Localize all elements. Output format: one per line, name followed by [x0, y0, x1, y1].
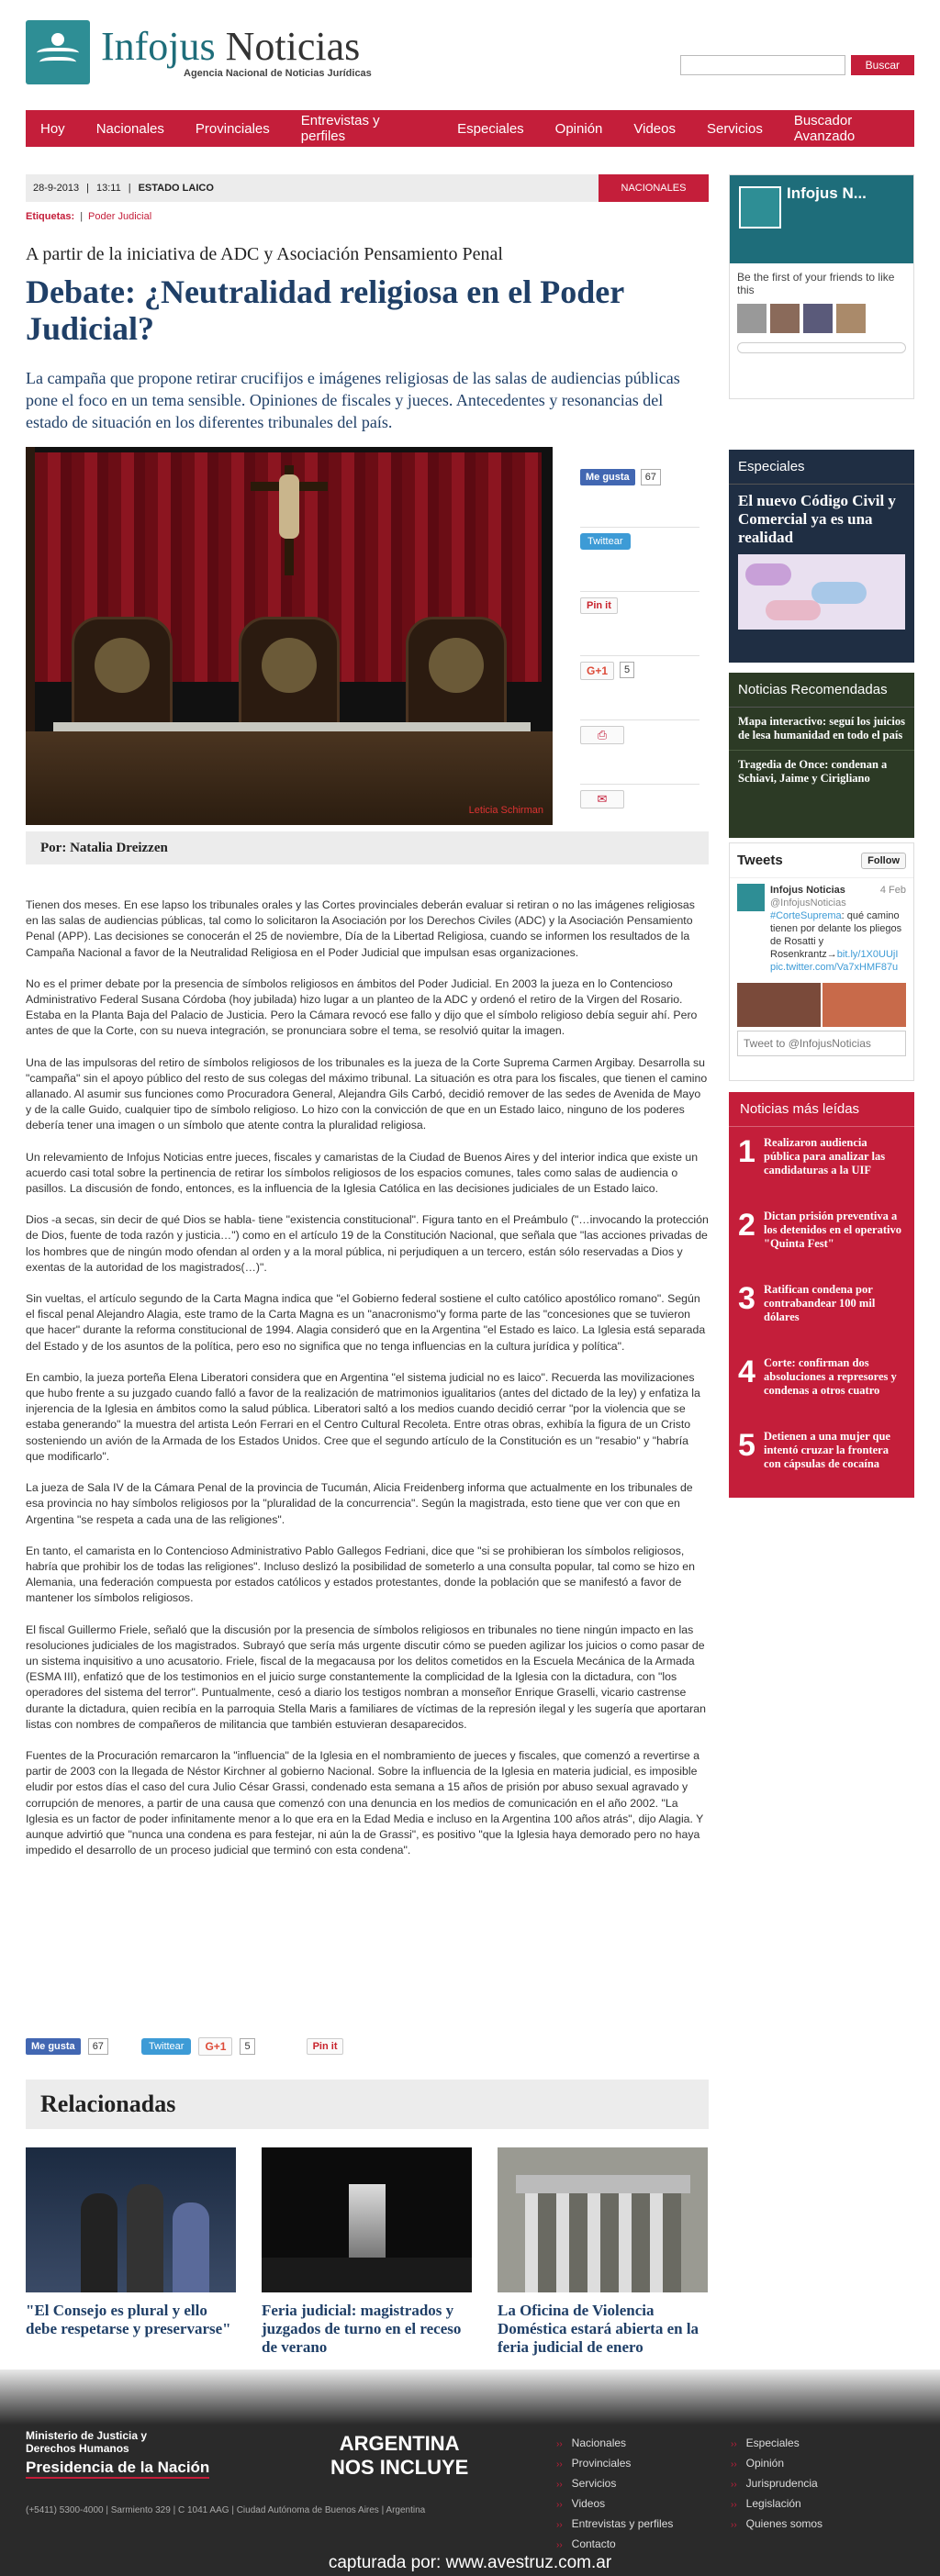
facebook-friend-faces [730, 304, 913, 333]
email-icon[interactable]: ✉ [580, 790, 624, 808]
related-title: La Oficina de Violencia Doméstica estará abierta en la feria judicial de enero [498, 2302, 699, 2356]
print-icon[interactable]: ⎙ [580, 726, 624, 744]
facebook-page-widget [729, 174, 914, 399]
paragraph: Dios -a secas, sin decir de qué Dios se habla- tiene "existencia constitucional". Figura tanto en el Preámbulo ("…invocando la protección de Dios, fuente de toda razón y justicia…") como en el artículo 19 de la Constitución Nacional, que señala que "las acciones privadas de los hombres que de ningún modo ofendan al orden y a la moral pública, ni perjudiquen a un tercero, están sólo reservadas a Dios y exentas de la autoridad de los magistrados(…)". [26, 1213, 709, 1274]
nav-item-entrevistas[interactable]: Entrevistas y perfiles [300, 113, 380, 144]
facebook-like-button[interactable]: Me gusta [580, 469, 635, 485]
most-read-title: Dictan prisión preventiva a los detenidos en el operativo "Quinta Fest" [764, 1210, 901, 1250]
google-plus-count-bottom: 5 [240, 2038, 254, 2055]
most-read-item[interactable] [729, 1127, 914, 1200]
footer-link[interactable]: ›› Entrevistas y perfiles [556, 2515, 673, 2535]
tweet [730, 878, 913, 979]
especiales-widget [729, 450, 914, 663]
ministry-name[interactable]: Ministerio de Justicia y Derechos Humanos [26, 2429, 148, 2455]
nav-item-opinion[interactable]: Opinión [554, 120, 603, 137]
most-read-item[interactable] [729, 1421, 914, 1494]
google-plus-button[interactable]: G+1 [580, 662, 614, 680]
main-nav [26, 110, 914, 147]
tweet-hashtag[interactable]: #CorteSuprema [770, 910, 842, 921]
tweet-compose-input[interactable]: Tweet to @InfojusNoticias [737, 1031, 906, 1056]
article-date: 28-9-2013 [33, 183, 80, 194]
open-book-icon [26, 20, 90, 84]
article-body [26, 898, 709, 1874]
article-tags: Etiquetas: | Poder Judicial [26, 211, 152, 222]
most-read-title: Realizaron audiencia pública para analizar las candidaturas a la UIF [764, 1136, 886, 1176]
logo-subtitle: Agencia Nacional de Noticias Jurídicas [184, 68, 372, 79]
tweet-link[interactable]: bit.ly/1X0UUjI pic.twitter.com/Va7xHMF87u [770, 949, 899, 973]
article-topic: ESTADO LAICO [138, 183, 214, 194]
tags-label: Etiquetas: [26, 211, 75, 222]
nav-item-servicios[interactable]: Servicios [706, 120, 763, 137]
twitter-share-button[interactable]: Twittear [580, 533, 631, 550]
article-time: 13:11 [96, 183, 121, 194]
recommended-heading: Noticias Recomendadas [729, 673, 914, 708]
share-bar-bottom [26, 2037, 343, 2056]
nav-item-provinciales[interactable]: Provinciales [195, 120, 270, 137]
facebook-like-button-bottom[interactable]: Me gusta [26, 2038, 81, 2055]
nav-item-especiales[interactable]: Especiales [457, 120, 524, 137]
paragraph: Tienen dos meses. En ese lapso los tribunales orales y las Cortes provinciales deberán evaluar si retiran o no las imágenes religiosas en las salas de audiencias públicas, tal como lo solicitaron la Asociación por los Derechos Civiles (ADC) y la Asociación Pensamiento Penal (APP). Las decisiones se conocerán el 25 de noviembre, Día de la Libertad Religiosa, cuando se informen los resultados de la Campaña Nacional a favor de la Neutralidad Religiosa en el Poder Judicial que impulsan esas organizaciones. [26, 898, 695, 959]
facebook-cover [730, 175, 913, 263]
tweet-avatar [737, 884, 765, 911]
most-read-item[interactable] [729, 1347, 914, 1421]
twitter-widget [729, 842, 914, 1081]
paragraph: En cambio, la jueza porteña Elena Liberatori considera que en Argentina "el sistema judicial no es laico". Recuerda las movilizaciones que hubo frente a su juzgado cuando falló a favor de la realización de matrimonios igualitarios (antes del dictado de la ley) y enfatiza la injerencia de la Iglesia en ámbitos como la salud pública. Liberatori saltó a los medios cuando decidió cerrar "por la violencia que se estaba generando" la muestra del artista León Ferrari en el Centro Cultural Recoleta. Entre otras obras, exhibía la figura de un Cristo sosteniendo un avión de la Armada de los Estados Unidos. Cree que el segundo artículo de la Constitución es un "resabio" y "habría que modificarlo". [26, 1370, 700, 1463]
most-read-widget [729, 1092, 914, 1498]
footer-link[interactable]: ›› Videos [556, 2494, 673, 2515]
paragraph: En tanto, el camarista en lo Contencioso Administrativo Pablo Gallegos Fedriani, dice que "si se prohibieran los símbolos religiosos, habría que prohibir los de todas las religiones". Incluso deslizó la posibilidad de someterlo a una consulta popular, tal como se hizo en Alemania, una federación compuesta por estados católicos y estados protestantes, donde la población que se manifestó a favor de mantener los símbolos religiosos. [26, 1544, 695, 1605]
footer-link[interactable]: ›› Nacionales [556, 2434, 673, 2454]
related-list [26, 2147, 709, 2357]
footer-address: (+5411) 5300-4000 | Sarmiento 329 | C 1041 AAG | Ciudad Autónoma de Buenos Aires | Argentina [26, 2505, 426, 2515]
site-header [26, 20, 914, 94]
site-footer [0, 2370, 940, 2576]
paragraph: Una de las impulsoras del retiro de símbolos religiosos de los tribunales es la jueza de la Corte Suprema Carmen Argibay. Desarrolla su "campaña" sin el apoyo público del resto de sus colegas del máximo tribunal. La situación es otra para los fiscales, que tienen el camino allanado. Al asumir sus funciones como Procuradora General, Alejandra Gils Carbó, decidió remover de las sedes de Avenida de Mayo y de la calle Guido, cualquier tipo de símbolo religioso. Lo hizo con la convicción de que en un Estado laico, ninguno de los poderes debería tener una imagen o un símbolo que atente contra la pluralidad religiosa. [26, 1055, 708, 1132]
footer-link[interactable]: ›› Opinión [731, 2454, 822, 2474]
page-avatar [739, 186, 781, 229]
share-column [580, 463, 699, 849]
most-read-item[interactable] [729, 1274, 914, 1347]
tweets-heading: Tweets [737, 853, 783, 868]
photo-credit: Leticia Schirman [468, 805, 543, 816]
especiales-link[interactable]: El nuevo Código Civil y Comercial ya es una realidad [738, 492, 896, 546]
tag-link[interactable]: Poder Judicial [88, 211, 152, 222]
presidency-name[interactable]: Presidencia de la Nación [26, 2459, 209, 2479]
paragraph: Fuentes de la Procuración remarcaron la "influencia" de la Iglesia en el nombramiento de jueces y fiscales, que comenzó a revertirse a partir de 2003 con la llegada de Néstor Kirchner al gobierno Nacional. Sobre la influencia de la Iglesia en materia judicial, es imposible eludir por estos días el caso del cura Julio César Grassi, condenado esta semana a 15 años de prisión por abuso sexual agravado y corrupción de menores, a partir de una causa que comenzó con una denuncia en los medios de comunicación en el año 2002. "La Iglesia es un factor de poder infinitamente menor a lo que era en la Edad Media e incluso en la Argentina 100 años atrás", dijo Alagia. Y aunque advirtió que "nunca una condena es para festejar, ni aún la de Grassi", es positivo "que la Iglesia haya demorado pero no haya impedido el desarrollo de un proceso judicial que terminó con esta condena". [26, 1748, 704, 1857]
section-badge[interactable]: NACIONALES [599, 174, 709, 202]
tweet-text: : qué camino tienen por delante los pliegos de Rosatti y Rosenkrantz→ [770, 910, 902, 960]
logo-name-a: Infojus [101, 24, 216, 69]
horizontal-scrollbar[interactable] [737, 342, 906, 353]
most-read-title: Detienen a una mujer que intentó cruzar la frontera con cápsulas de cocaína [764, 1430, 890, 1470]
tweet-date: 4 Feb [879, 885, 906, 896]
tweet-image[interactable] [737, 983, 906, 1027]
paragraph: Un relevamiento de Infojus Noticias entre jueces, fiscales y camaristas de la Ciudad de Buenos Aires y del interior indica que existe un acuerdo casi total sobre la pertinencia de retirar los símbolos religiosos de los espacios comunes, tales como salas de audiencia o pasillos. La discusión de fondo, entonces, es la influencia de la Iglesia Católica en las decisiones judiciales de un Estado laico. [26, 1150, 699, 1196]
article-title: Debate: ¿Neutralidad religiosa en el Poder Judicial? [26, 273, 624, 347]
pinterest-button-bottom[interactable]: Pin it [307, 2038, 344, 2055]
related-title: Feria judicial: magistrados y juzgados de turno en el receso de verano [262, 2302, 462, 2356]
article-kicker: A partir de la iniciativa de ADC y Asociación Pensamiento Penal [26, 244, 503, 264]
article-photo [26, 447, 553, 825]
most-read-heading: Noticias más leídas [729, 1092, 914, 1127]
footer-links-1 [556, 2434, 673, 2555]
most-read-number: 2 [738, 1208, 755, 1243]
recommended-item[interactable]: Tragedia de Once: condenan a Schiavi, Jaime y Cirigliano [729, 750, 914, 793]
footer-link[interactable]: ›› Servicios [556, 2474, 673, 2494]
most-read-number: 4 [738, 1355, 755, 1389]
facebook-page-name[interactable]: Infojus N... [787, 184, 867, 202]
article-lead: La campaña que propone retirar crucifijos e imágenes religiosas de las salas de audiencias públicas pone el foco en un tema sensible. Opiniones de fiscales y jueces. Antecedentes y resonancias del estado de situación en los diferentes tribunales del país. [26, 369, 680, 431]
google-plus-button-bottom[interactable]: G+1 [198, 2037, 232, 2056]
most-read-item[interactable] [729, 1200, 914, 1274]
especiales-heading: Especiales [729, 450, 914, 485]
footer-link[interactable]: ›› Jurisprudencia [731, 2474, 822, 2494]
article-meta-bar: 28-9-2013 | 13:11 | ESTADO LAICO NACIONALES [26, 174, 709, 202]
nav-item-nacionales[interactable]: Nacionales [95, 120, 164, 137]
tweet-handle: @InfojusNoticias [770, 898, 846, 909]
related-image [498, 2147, 708, 2292]
facebook-like-count: 67 [641, 469, 661, 485]
facebook-friends-text: Be the first of your friends to like this [737, 271, 895, 296]
facebook-like-count-bottom: 67 [88, 2038, 108, 2055]
most-read-number: 5 [738, 1428, 755, 1463]
search-form [680, 55, 914, 75]
nav-item-hoy[interactable]: Hoy [40, 120, 65, 137]
related-heading: Relacionadas [26, 2080, 709, 2129]
footer-links-2 [731, 2434, 822, 2535]
twitter-follow-button[interactable]: Follow [861, 853, 906, 869]
footer-link[interactable]: ›› Quienes somos [731, 2515, 822, 2535]
logo-name-b: Noticias [225, 24, 361, 69]
related-item[interactable] [26, 2147, 236, 2357]
footer-link[interactable]: ›› Contacto [556, 2535, 673, 2555]
related-image [262, 2147, 472, 2292]
nav-item-videos[interactable]: Videos [633, 120, 676, 137]
related-item[interactable] [262, 2147, 472, 2357]
pinterest-button[interactable]: Pin it [580, 597, 618, 614]
capture-credit: capturada por: www.avestruz.com.ar [328, 2553, 612, 2572]
nav-item-buscador[interactable]: Buscador Avanzado [793, 113, 856, 144]
footer-link[interactable]: ›› Provinciales [556, 2454, 673, 2474]
related-image [26, 2147, 236, 2292]
footer-link[interactable]: ›› Especiales [731, 2434, 822, 2454]
argentina-slogan: ARGENTINA NOS INCLUYE [330, 2432, 469, 2479]
related-item[interactable] [498, 2147, 708, 2357]
site-logo[interactable] [26, 20, 372, 84]
search-input[interactable] [680, 55, 845, 75]
paragraph: El fiscal Guillermo Friele, señaló que la discusión por la presencia de símbolos religiosos en tribunales no tiene ningún impacto en las resoluciones judiciales de los magistrados. Subrayó que sería más urgente discutir cómo se pueden agilizar los juicios o como pasar de un sistema inquisitivo a uno acusatorio. Friele, fiscal de la megacausa por los delitos cometidos en la Escuela Mecánica de la Armada (ESMA III), enfatizó que de los testimonios en el juicio surge constantemente la complicidad de la Iglesia con la dictadura, con "los operadores del sistema del terror". Puntualmente, cesó a diario los testigos nombran a monseñor Enrique Graselli, vicario castrense durante la dictadura, quien recibía en la parroquia Stella Maris a familiares de víctimas de la represión ilegal y les sugería que aportaran listas con nombres de compañeros de militancia que también estuvieran desaparecidos. [26, 1623, 706, 1731]
most-read-number: 1 [738, 1134, 755, 1169]
especiales-image[interactable] [738, 554, 905, 630]
twitter-share-button-bottom[interactable]: Twittear [141, 2038, 192, 2055]
paragraph: La jueza de Sala IV de la Cámara Penal de la provincia de Tucumán, Alicia Freidenberg informa que actualmente en los tribunales de esa provincia no hay símbolos religiosos por la "pluralidad de la concurrencia". Según la magistrada, esto tiene que ver con que en Argentina "se respeta a cada una de las religiones". [26, 1481, 693, 1526]
paragraph: No es el primer debate por la presencia de símbolos religiosos en ámbitos del Poder Judicial. En 2003 la jueza en lo Contencioso Administrativo Federal Susana Córdoba (hoy jubilada) hizo lugar a un planteo de la ADC y ordenó el retiro de la Virgen del Rosario. Estaba en la Planta Baja del Palacio de Justicia. Pero la Cámara revocó ese fallo y dijo que el símbolo religioso debía seguir ahí. Pero antes de que la Corte, con su nueva integración, se pronunciara sobre el tema, se resolvió quitar la imagen. [26, 976, 698, 1038]
most-read-title: Corte: confirman dos absoluciones a represores y condenas a otros cuatro [764, 1356, 897, 1397]
recommended-widget [729, 673, 914, 838]
most-read-title: Ratifican condena por contrabandear 100 mil dólares [764, 1283, 876, 1323]
article-author: Por: Natalia Dreizzen [26, 831, 709, 864]
paragraph: Sin vueltas, el artículo segundo de la Carta Magna indica que "el Gobierno federal sostiene el culto católico apostólico romano". Según el fiscal penal Alejandro Alagia, este tramo de la Carta Magna es un "anacronismo"y forma parte de las "concesiones que se tuvieron que hacer" durante la reforma constitucional de 1994. Alagia consideró que en la Argentina "el Estado es laico. La Iglesia está separada del Estado y de los asuntos de la política, pero eso no significa que no tenga influencias en la cultura jurídica y política". [26, 1292, 706, 1353]
google-plus-count: 5 [620, 662, 634, 678]
footer-link[interactable]: ›› Legislación [731, 2494, 822, 2515]
recommended-item[interactable]: Mapa interactivo: seguí los juicios de lesa humanidad en todo el país [738, 715, 905, 742]
tweet-author[interactable]: Infojus Noticias [770, 885, 845, 896]
search-button[interactable]: Buscar [851, 55, 914, 75]
most-read-number: 3 [738, 1281, 755, 1316]
related-title: "El Consejo es plural y ello debe respetarse y preservarse" [26, 2302, 231, 2337]
